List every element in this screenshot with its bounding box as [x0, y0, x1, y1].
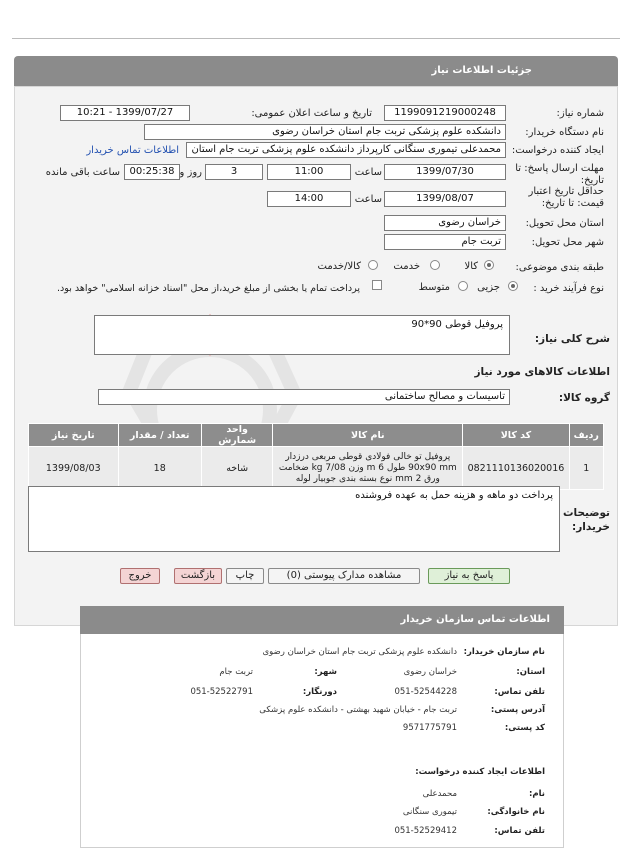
- first-name-label: نام:: [528, 789, 545, 799]
- creator-label: ایجاد کننده درخواست:: [511, 145, 604, 156]
- process-label: نوع فرآیند خرید :: [533, 283, 604, 294]
- deadline-hour-label: ساعت: [354, 167, 382, 178]
- cell-code: 0821110136020016: [463, 447, 569, 490]
- process-medium-label: متوسط: [418, 282, 450, 293]
- creator-phone-label: تلفن تماس:: [494, 826, 545, 836]
- phone-c-value: 051-52544228: [394, 687, 457, 697]
- announce-field[interactable]: 1399/07/27 - 10:21: [60, 105, 190, 121]
- announce-label: تاریخ و ساعت اعلان عمومی:: [251, 108, 372, 119]
- phone-c-label: تلفن تماس:: [494, 687, 545, 697]
- exit-button[interactable]: خروج: [120, 568, 160, 584]
- city-label: شهر محل تحویل:: [531, 237, 604, 248]
- goods-group-field[interactable]: تاسیسات و مصالح ساختمانی: [98, 389, 510, 405]
- top-divider: [12, 38, 620, 39]
- buyer-field[interactable]: دانشکده علوم پزشکی تربت جام استان خراسان رضوی: [144, 124, 506, 140]
- category-goods-label: کالا: [464, 261, 478, 272]
- col-code: کد کالا: [463, 424, 569, 447]
- last-name-label: نام خانوادگی:: [487, 807, 545, 817]
- deadline-time-field[interactable]: 11:00: [267, 164, 351, 180]
- col-row: ردیف: [569, 424, 603, 447]
- payment-note: پرداخت تمام یا بخشی از مبلغ خرید،از محل "اسناد خزانه اسلامی" خواهد بود.: [57, 283, 360, 294]
- org-value: دانشکده علوم پزشکی تربت جام استان خراسان رضوی: [262, 647, 457, 657]
- fax-c-label: دورنگار:: [302, 687, 337, 697]
- city-c-label: شهر:: [314, 667, 337, 677]
- col-name: نام کالا: [273, 424, 463, 447]
- category-goods-radio[interactable]: [484, 260, 494, 270]
- col-qty: تعداد / مقدار: [118, 424, 201, 447]
- validity-hour-label: ساعت: [354, 194, 382, 205]
- process-minor-label: جزیی: [477, 282, 500, 293]
- buyer-label: نام دستگاه خریدار:: [525, 127, 604, 138]
- province-field[interactable]: خراسان رضوی: [384, 215, 506, 231]
- category-both-radio[interactable]: [368, 260, 378, 270]
- need-number-label: شماره نیاز:: [556, 108, 604, 119]
- fax-c-value: 051-52522791: [190, 687, 253, 697]
- cell-row: 1: [569, 447, 603, 490]
- reply-button[interactable]: پاسخ به نیاز: [428, 568, 510, 584]
- goods-group-label: گروه کالا:: [558, 392, 610, 404]
- address-c-value: تربت جام - خیابان شهید بهشتی - دانشکده علوم پزشکی: [259, 705, 457, 715]
- days-label: روز و: [179, 167, 202, 178]
- category-both-label: کالا/خدمت: [317, 261, 361, 272]
- validity-label: حداقل تاریخ اعتبار قیمت: تا تاریخ:: [528, 186, 604, 209]
- province-label: استان محل تحویل:: [525, 218, 604, 229]
- contact-title: اطلاعات تماس سازمان خریدار: [400, 614, 550, 625]
- contact-info-link[interactable]: اطلاعات تماس خریدار: [86, 145, 179, 156]
- city-c-value: تربت جام: [219, 667, 253, 677]
- creator-section-title: اطلاعات ایجاد کننده درخواست:: [415, 767, 545, 777]
- table-row: [29, 447, 604, 490]
- remaining-time-field[interactable]: 00:25:38: [124, 164, 180, 180]
- summary-label: شرح کلی نیاز:: [534, 333, 610, 345]
- category-service-label: خدمت: [393, 261, 420, 272]
- page-header: [14, 56, 618, 86]
- back-button[interactable]: بازگشت: [174, 568, 222, 584]
- city-field[interactable]: تربت جام: [384, 234, 506, 250]
- deadline-date-field[interactable]: 1399/07/30: [384, 164, 506, 180]
- page-title: جزئیات اطلاعات نیاز: [431, 65, 532, 76]
- category-service-radio[interactable]: [430, 260, 440, 270]
- cell-name: پروفیل تو خالی فولادی قوطی مربعی درزدار 90x90 mm طول 6 m وزن 7/08 kg ضخامت ورق 2 mm نوع بسته بندی جوبیار لوله: [273, 447, 463, 490]
- deadline-label: مهلت ارسال پاسخ: تا تاریخ:: [515, 163, 604, 186]
- process-medium-radio[interactable]: [458, 281, 468, 291]
- days-field[interactable]: 3: [205, 164, 263, 180]
- province-c-value: خراسان رضوی: [403, 667, 457, 677]
- remaining-label: ساعت باقی مانده: [45, 167, 120, 178]
- validity-time-field[interactable]: 14:00: [267, 191, 351, 207]
- cell-unit: شاخه: [201, 447, 272, 490]
- creator-phone-value: 051-52529412: [394, 826, 457, 836]
- contact-header: [80, 606, 564, 634]
- print-button[interactable]: چاپ: [226, 568, 264, 584]
- validity-date-field[interactable]: 1399/08/07: [384, 191, 506, 207]
- last-name-value: تیموری سنگانی: [402, 807, 457, 817]
- postal-c-value: 9571775791: [402, 723, 457, 733]
- cell-qty: 18: [118, 447, 201, 490]
- treasury-payment-checkbox[interactable]: [372, 280, 382, 290]
- cell-date: 1399/08/03: [29, 447, 119, 490]
- province-c-label: استان:: [516, 667, 545, 677]
- need-number-field[interactable]: 1199091219000248: [384, 105, 506, 121]
- view-documents-button[interactable]: مشاهده مدارک پیوستی (0): [268, 568, 420, 584]
- col-date: تاریخ نیاز: [29, 424, 119, 447]
- process-minor-radio[interactable]: [508, 281, 518, 291]
- col-unit: واحد شمارش: [201, 424, 272, 447]
- summary-textarea[interactable]: پروفیل قوطی 90*90: [94, 315, 510, 355]
- buyer-desc-textarea[interactable]: پرداخت دو ماهه و هزینه حمل به عهده فروشنده: [28, 486, 560, 552]
- goods-table: [28, 423, 604, 490]
- category-label: طبقه بندی موضوعی:: [515, 262, 604, 273]
- postal-c-label: کد پستی:: [504, 723, 545, 733]
- contact-panel: [80, 606, 564, 848]
- org-label: نام سازمان خریدار:: [463, 647, 545, 657]
- creator-field[interactable]: محمدعلی تیموری سنگانی کارپرداز دانشکده علوم پزشکی تربت جام استان: [186, 142, 506, 158]
- buyer-desc-label: توضیحات خریدار:: [562, 507, 610, 533]
- goods-info-title: اطلاعات کالاهای مورد نیاز: [474, 366, 610, 378]
- first-name-value: محمدعلی: [422, 789, 457, 799]
- address-c-label: آدرس پستی:: [490, 705, 545, 715]
